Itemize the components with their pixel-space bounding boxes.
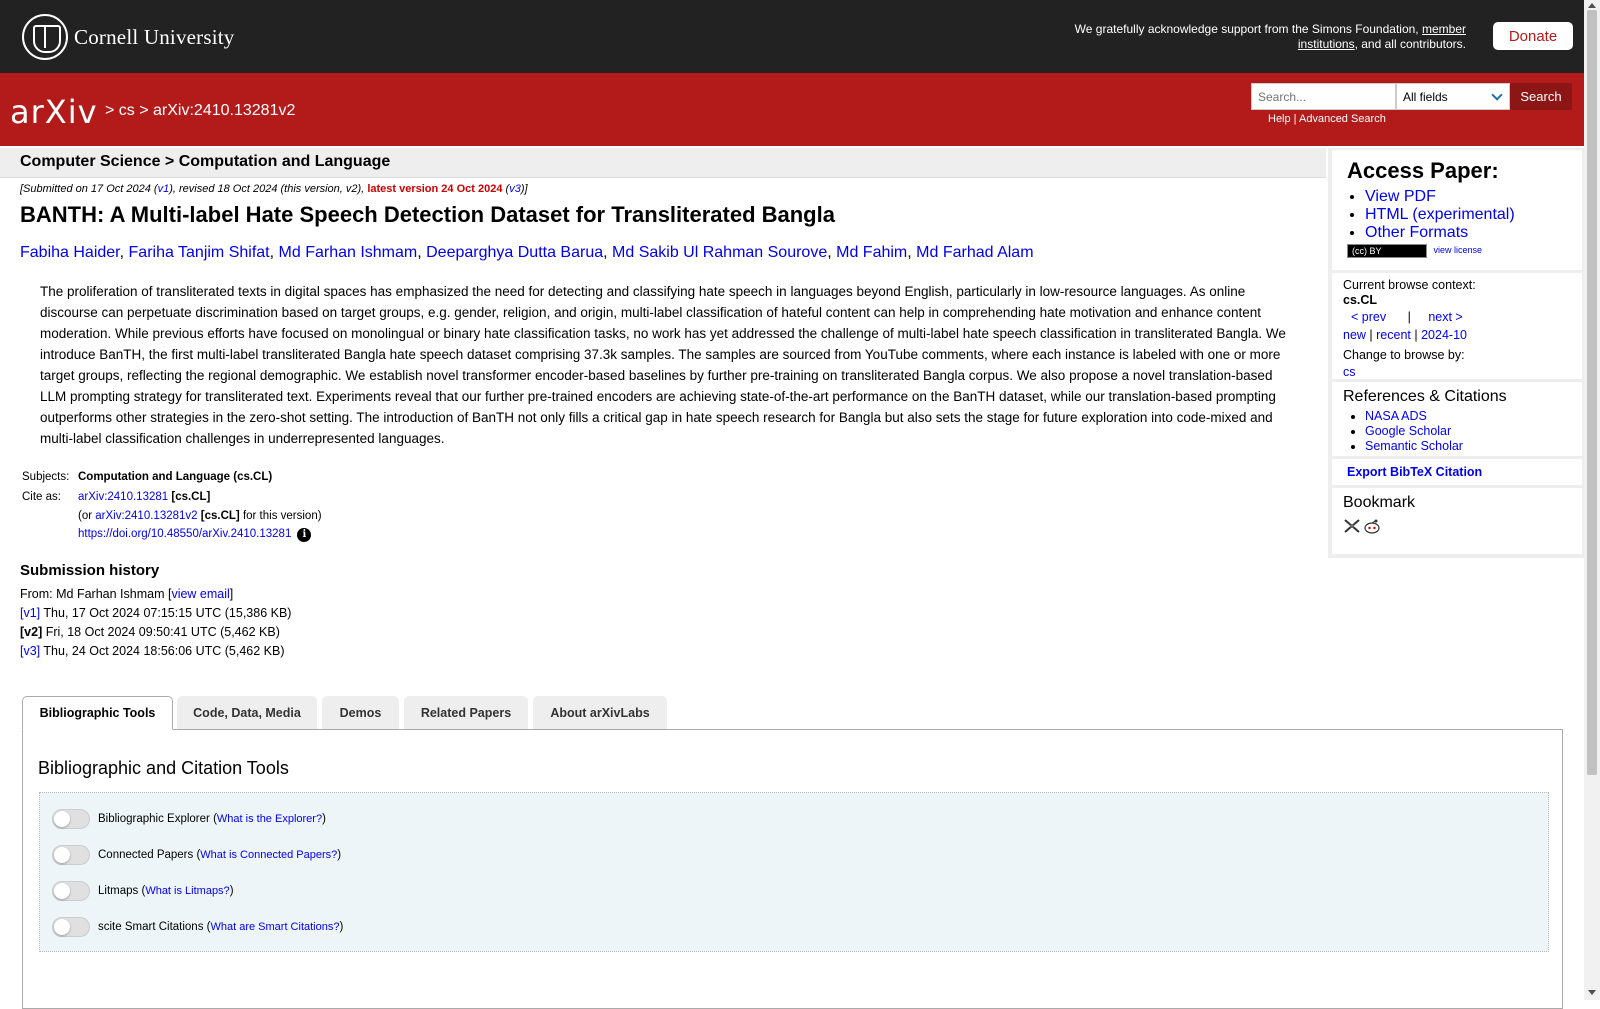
subjects-value: Computation and Language (cs.CL): [78, 471, 273, 483]
version-row: [v2] Fri, 18 Oct 2024 09:50:41 UTC (5,462 KB): [20, 625, 280, 639]
help-links: Help | Advanced Search: [1268, 113, 1386, 125]
author-link[interactable]: Md Fahim: [836, 244, 908, 261]
cornell-logo[interactable]: [22, 14, 235, 60]
subjects-label: Subjects:: [22, 471, 70, 483]
toggle-switch[interactable]: [52, 809, 90, 829]
breadcrumb-paper-id: arXiv:2410.13281v2: [153, 102, 296, 119]
tab-related-papers[interactable]: Related Papers: [404, 696, 528, 729]
version-v3-link[interactable]: [v3]: [20, 644, 41, 658]
cornell-seal-icon: [22, 14, 68, 60]
tool-help-link[interactable]: What is the Explorer?: [216, 813, 323, 825]
access-paper-title: Access Paper:: [1347, 158, 1499, 183]
author-link[interactable]: Md Farhad Alam: [916, 244, 1034, 261]
view-pdf-link[interactable]: View PDF: [1365, 188, 1436, 205]
search-field-select[interactable]: All fields: [1396, 83, 1510, 110]
sidebar: [1328, 148, 1585, 558]
v3-link[interactable]: v3: [509, 183, 521, 195]
recent-link[interactable]: recent: [1376, 328, 1411, 342]
browse-cs-link[interactable]: cs: [1343, 365, 1356, 379]
references-list: [1347, 409, 1463, 454]
references-box: [1332, 382, 1582, 456]
top-bar: [0, 0, 1584, 73]
author-link[interactable]: Md Farhan Ishmam: [278, 244, 418, 261]
bibtex-box: [1332, 459, 1582, 485]
bookmark-title: Bookmark: [1343, 494, 1416, 511]
reddit-icon[interactable]: [1363, 518, 1381, 534]
abstract: The proliferation of transliterated texts in digital spaces has emphasized the need for detecting and classifying hate speech in languages beyond English, particularly in low-resource languages. As online discourse can perpetuate discrimination based on target groups, e.g. gender, religion, and origin, multi-label classification of hateful content can help in comprehending hate motivation and enhance content moderation. While previous efforts have focused on monolingual or binary hate classification tasks, no work has yet addressed the challenge of multi-label hate speech classification in transliterated Bangla. We introduce BanTH, the first multi-label transliterated Bangla hate speech dataset comprising 37.3k samples. The samples are sourced from YouTube comments, where each instance is labeled with one or more target groups, reflecting the regional demographic. We establish novel transformer encoder-based baselines by further pre-training on transliterated Bangla corpus. We also propose a novel translation-based LLM prompting strategy for transliterated text. Experiments reveal that our further pre-trained encoders are achieving state-of-the-art performance on the BanTH dataset, while our translation-based prompting outperforms other strategies in the zero-shot setting. The introduction of BanTH not only fills a critical gap in hate speech research for Bangla but also sets the stage for future exploration into code-mixed and multi-label classification challenges in underrepresented languages.: [40, 284, 1286, 446]
access-paper-box: [1332, 150, 1582, 270]
tool-litmaps: Litmaps ( What is Litmaps? ): [52, 881, 234, 901]
prev-link[interactable]: < prev: [1351, 310, 1387, 324]
search-button[interactable]: Search: [1510, 83, 1572, 110]
scroll-down-arrow-icon[interactable]: [1588, 990, 1596, 995]
tab-code-data-media[interactable]: Code, Data, Media: [177, 696, 317, 729]
submission-history-title: Submission history: [20, 562, 160, 579]
submitter: From: Md Farhan Ishmam [view email]: [20, 587, 234, 601]
subject-header: [0, 148, 1326, 178]
tool-help-link[interactable]: What is Connected Papers?: [200, 849, 338, 861]
references-title: References & Citations: [1343, 388, 1507, 405]
google-scholar-link[interactable]: Google Scholar: [1365, 424, 1452, 438]
html-link[interactable]: HTML (experimental): [1365, 206, 1515, 223]
tab-bibliographic-tools[interactable]: Bibliographic Tools: [22, 696, 173, 730]
other-formats-link[interactable]: Other Formats: [1365, 224, 1469, 241]
change-browse-label: Change to browse by:: [1343, 348, 1465, 362]
version-row: [v1] Thu, 17 Oct 2024 07:15:15 UTC (15,386 KB): [20, 606, 292, 620]
access-list: [1347, 188, 1515, 242]
scroll-up-arrow-icon[interactable]: [1588, 3, 1596, 8]
v1-link[interactable]: v1: [157, 183, 170, 195]
version-v1-link[interactable]: [v1]: [20, 606, 41, 620]
version-v2-current: [v2]: [20, 625, 43, 639]
cite-label: Cite as:: [22, 491, 61, 503]
authors: Fabiha Haider, Fariha Tanjim Shifat, Md Farhan Ishmam, Deeparghya Dutta Barua, Md Sakib Ul Rahman Sourove, Md Fahim, Md Farhad Alam: [20, 244, 1034, 261]
author-link[interactable]: Md Sakib Ul Rahman Sourove: [612, 244, 828, 261]
browse-context-box: Current browse context: cs.CL < prev | next > new | recent | 2024-10 Change to browse by: cs: [1332, 273, 1582, 379]
panel-title: Bibliographic and Citation Tools: [38, 758, 289, 778]
month-link[interactable]: 2024-10: [1421, 328, 1467, 342]
subject-title: Computer Science > Computation and Language: [20, 153, 391, 170]
info-icon[interactable]: i: [297, 528, 311, 542]
tool-scite: scite Smart Citations ( What are Smart Citations? ): [52, 917, 343, 937]
tab-panel: [22, 729, 1563, 1009]
scrollbar-thumb[interactable]: [1587, 10, 1597, 775]
tool-help-link[interactable]: What are Smart Citations?: [210, 921, 340, 933]
breadcrumb: > cs > arXiv:2410.13281v2: [105, 102, 296, 119]
author-link[interactable]: Fabiha Haider: [20, 244, 120, 261]
context-label: Current browse context:: [1343, 278, 1476, 292]
author-link[interactable]: Fariha Tanjim Shifat: [128, 244, 270, 261]
cite-id-link[interactable]: arXiv:2410.13281: [78, 491, 169, 503]
donate-button[interactable]: Donate: [1493, 22, 1573, 50]
cite-v2-link[interactable]: arXiv:2410.13281v2: [95, 510, 198, 522]
author-link[interactable]: Deeparghya Dutta Barua: [426, 244, 604, 261]
toggle-switch[interactable]: [52, 881, 90, 901]
search-input[interactable]: [1251, 83, 1396, 110]
chevron-down-icon: [1491, 89, 1502, 100]
member-institutions-link[interactable]: member institutions: [1297, 22, 1466, 51]
toggle-switch[interactable]: [52, 917, 90, 937]
arxiv-logo[interactable]: arXiv: [10, 93, 98, 131]
breadcrumb-cs[interactable]: cs: [118, 102, 135, 119]
tool-connected-papers: Connected Papers ( What is Connected Papers? ): [52, 845, 341, 865]
version-row: [v3] Thu, 24 Oct 2024 18:56:06 UTC (5,462 KB): [20, 644, 285, 658]
cornell-name: Cornell University: [74, 24, 235, 49]
dateline: [Submitted on 17 Oct 2024 (v1), revised 18 Oct 2024 (this version, v2), latest version 24 Oct 2024 (v3)]: [20, 183, 528, 195]
tool-bibliographic-explorer: Bibliographic Explorer ( What is the Explorer? ): [52, 809, 326, 829]
paper-title: BANTH: A Multi-label Hate Speech Detection Dataset for Transliterated Bangla: [20, 202, 835, 227]
tools-box: [39, 792, 1549, 952]
latest-version: latest version 24 Oct 2024: [367, 183, 503, 195]
tool-help-link[interactable]: What is Litmaps?: [145, 885, 230, 897]
bookmark-box: [1332, 488, 1582, 554]
context-value: cs.CL: [1343, 293, 1378, 307]
export-bibtex-link[interactable]: Export BibTeX Citation: [1347, 465, 1483, 479]
new-link[interactable]: new: [1343, 328, 1366, 342]
acknowledgement: We gratefully acknowledge support from the Simons Foundation, member institutions, and all contributors.: [1074, 22, 1466, 51]
bibsonomy-icon[interactable]: [1343, 518, 1361, 534]
view-license-link[interactable]: view license: [1433, 245, 1483, 256]
arxiv-header: [0, 73, 1584, 146]
doi-link[interactable]: https://doi.org/10.48550/arXiv.2410.13281: [78, 528, 292, 540]
nasa-ads-link[interactable]: NASA ADS: [1365, 409, 1427, 423]
tab-demos[interactable]: Demos: [322, 696, 399, 729]
cc-by-license-badge[interactable]: (cc) BY: [1347, 244, 1427, 258]
help-link[interactable]: Help: [1268, 113, 1291, 125]
next-link[interactable]: next >: [1428, 310, 1463, 324]
tab-about-arxivlabs[interactable]: About arXivLabs: [533, 696, 667, 729]
advanced-search-link[interactable]: Advanced Search: [1299, 113, 1386, 125]
semantic-scholar-link[interactable]: Semantic Scholar: [1365, 439, 1463, 453]
view-email-link[interactable]: view email: [171, 587, 230, 601]
toggle-switch[interactable]: [52, 845, 90, 865]
